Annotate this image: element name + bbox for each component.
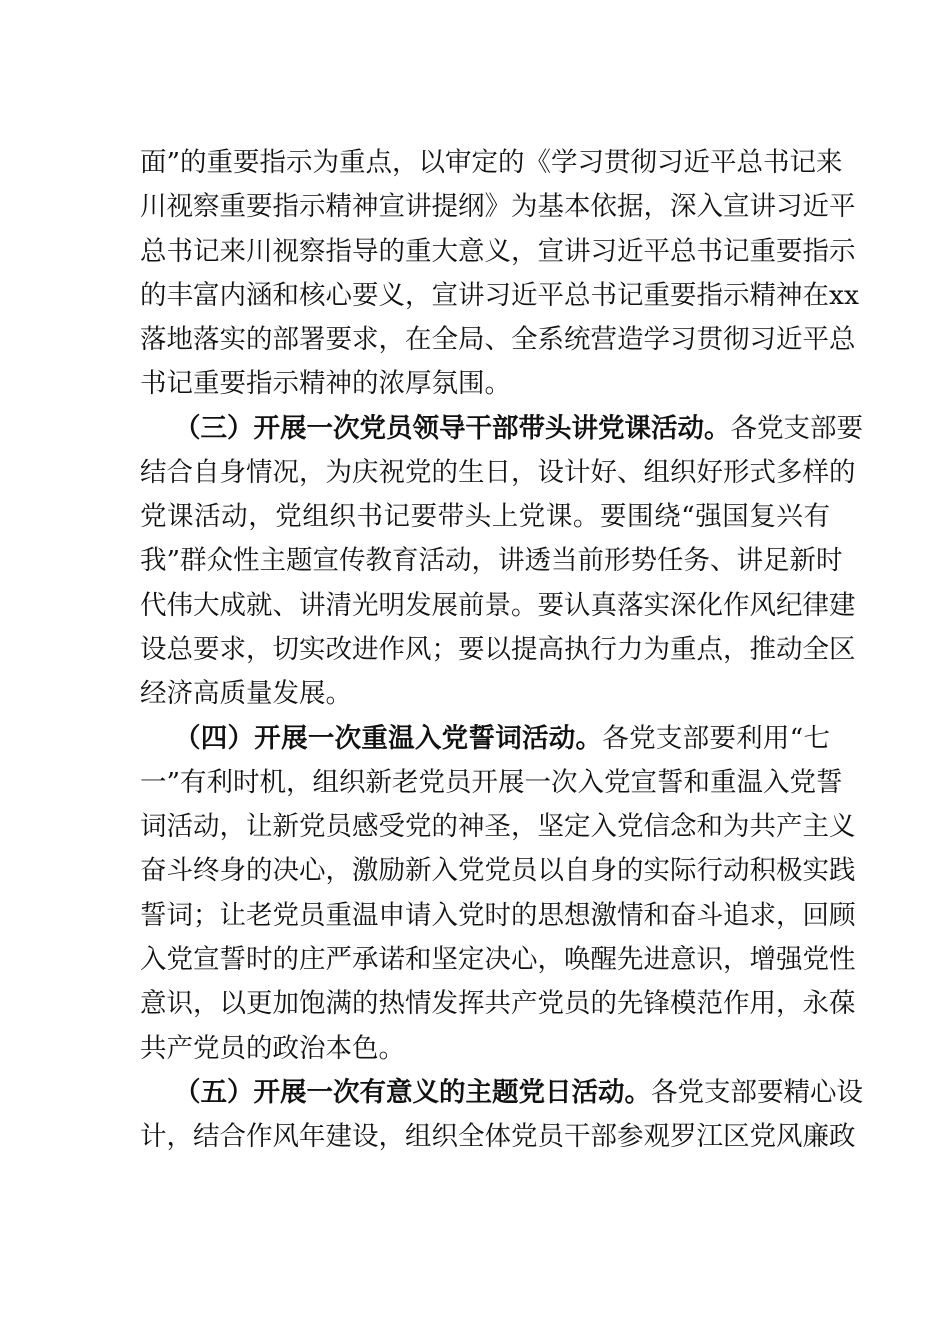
- body-text-line: 落地落实的部署要求，在全局、全系统营造学习贯彻习近平总: [140, 324, 856, 355]
- body-text-line: 誓词；让老党员重温申请入党时的思想激情和奋斗追求，回顾: [140, 900, 856, 931]
- body-text-line: 总书记来川视察指导的重大意义，宣讲习近平总书记重要指示: [140, 236, 856, 267]
- body-text-line: 奋斗终身的决心，激励新入党党员以自身的实际行动积极实践: [140, 855, 856, 886]
- body-text-line: 经济高质量发展。: [140, 678, 352, 709]
- body-text-line: 意识，以更加饱满的热情发挥共产党员的先锋模范作用，永葆: [140, 988, 856, 1019]
- body-text-line: 的丰富内涵和核心要义，宣讲习近平总书记重要指示精神在xx: [140, 280, 859, 311]
- section-first-line: [174, 409, 863, 449]
- body-text-run: 各党支部要精心设: [651, 1077, 863, 1108]
- body-text-line: 我”群众性主题宣传教育活动，讲透当前形势任务、讲足新时: [140, 545, 843, 576]
- body-text-line: 书记重要指示精神的浓厚氛围。: [140, 368, 511, 399]
- section-heading: （五）开展一次有意义的主题党日活动。: [174, 1077, 651, 1108]
- body-text-line: 共产党员的政治本色。: [140, 1033, 405, 1064]
- body-text-line: 词活动，让新党员感受党的神圣，坚定入党信念和为共产主义: [140, 811, 856, 842]
- body-text-run: 各党支部要: [730, 413, 863, 444]
- body-text-line: 一”有利时机，组织新老党员开展一次入党宣誓和重温入党誓: [140, 767, 843, 798]
- body-text-line: 代伟大成就、讲清光明发展前景。要认真落实深化作风纪律建: [140, 590, 856, 621]
- section-first-line: [174, 1073, 863, 1113]
- body-text-line: 党课活动，党组织书记要带头上党课。要围绕“强国复兴有: [140, 501, 830, 532]
- body-text-run: 各党支部要利用“七: [602, 723, 830, 754]
- section-heading: （四）开展一次重温入党誓词活动。: [174, 723, 603, 754]
- body-text-line: 川视察重要指示精神宣讲提纲》为基本依据，深入宣讲习近平: [140, 191, 856, 222]
- body-text-line: 设总要求，切实改进作风；要以提高执行力为重点，推动全区: [140, 634, 856, 665]
- body-text-line: 面”的重要指示为重点，以审定的《学习贯彻习近平总书记来: [140, 147, 843, 178]
- body-text-line: 计，结合作风年建设，组织全体党员干部参观罗江区党风廉政: [140, 1121, 856, 1152]
- body-text-line: 入党宣誓时的庄严承诺和坚定决心，唤醒先进意识，增强党性: [140, 944, 856, 975]
- section-heading: （三）开展一次党员领导干部带头讲党课活动。: [174, 413, 731, 444]
- body-text-line: 结合自身情况，为庆祝党的生日，设计好、组织好形式多样的: [140, 457, 856, 488]
- section-first-line: [174, 719, 830, 759]
